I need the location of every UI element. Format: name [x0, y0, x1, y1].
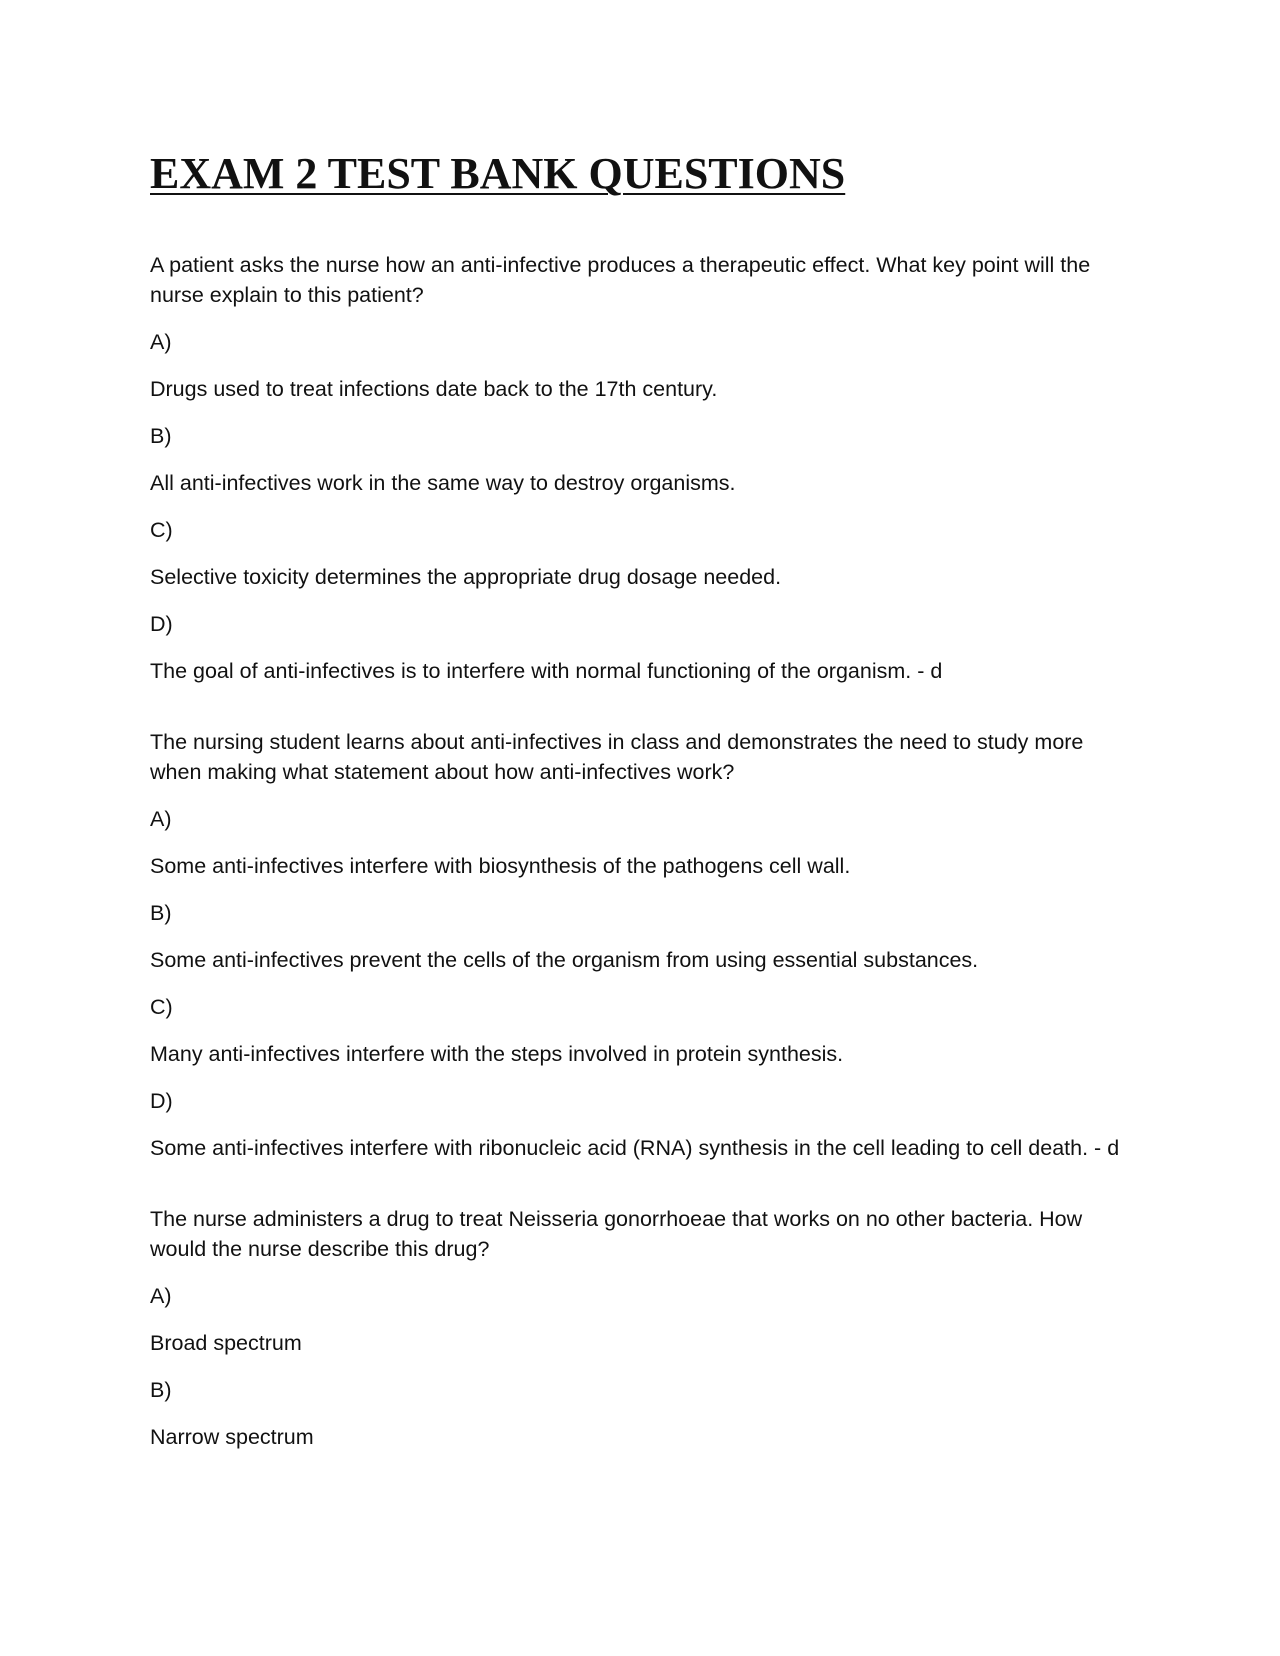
option-text: Many anti-infectives interfere with the steps involved in protein synthesis.	[150, 1042, 844, 1067]
document-title: EXAM 2 TEST BANK QUESTIONS	[150, 149, 846, 198]
question-2	[150, 727, 1140, 1163]
option-text: Some anti-infectives interfere with biosynthesis of the pathogens cell wall.	[150, 854, 851, 879]
option-label: A)	[150, 330, 172, 355]
option-text: All anti-infectives work in the same way to destroy organisms.	[150, 471, 736, 496]
option-text: Drugs used to treat infections date back to the 17th century.	[150, 377, 718, 402]
document-page	[150, 150, 1140, 1493]
question-3	[150, 1204, 1140, 1452]
option-label: A)	[150, 1284, 172, 1309]
option-text: Selective toxicity determines the appropriate drug dosage needed.	[150, 565, 782, 590]
option-text: Broad spectrum	[150, 1331, 302, 1356]
option-label: B)	[150, 901, 172, 926]
option-label: D)	[150, 1089, 173, 1114]
option-text: Some anti-infectives interfere with ribonucleic acid (RNA) synthesis in the cell leading to cell death. - d	[150, 1136, 1120, 1161]
question-stem: A patient asks the nurse how an anti-infective produces a therapeutic effect. What key point will the nurse explain to this patient?	[150, 253, 1091, 308]
question-stem: The nursing student learns about anti-infectives in class and demonstrates the need to study more when making what statement about how anti-infectives work?	[150, 730, 1084, 785]
option-label: D)	[150, 612, 173, 637]
option-text: The goal of anti-infectives is to interfere with normal functioning of the organism. - d	[150, 659, 943, 684]
question-stem: The nurse administers a drug to treat Neisseria gonorrhoeae that works on no other bacteria. How would the nurse describe this drug?	[150, 1207, 1083, 1262]
option-label: C)	[150, 995, 173, 1020]
option-text: Narrow spectrum	[150, 1425, 314, 1450]
option-label: B)	[150, 1378, 172, 1403]
option-label: B)	[150, 424, 172, 449]
question-1	[150, 250, 1140, 686]
option-label: A)	[150, 807, 172, 832]
option-label: C)	[150, 518, 173, 543]
option-text: Some anti-infectives prevent the cells of the organism from using essential substances.	[150, 948, 979, 973]
